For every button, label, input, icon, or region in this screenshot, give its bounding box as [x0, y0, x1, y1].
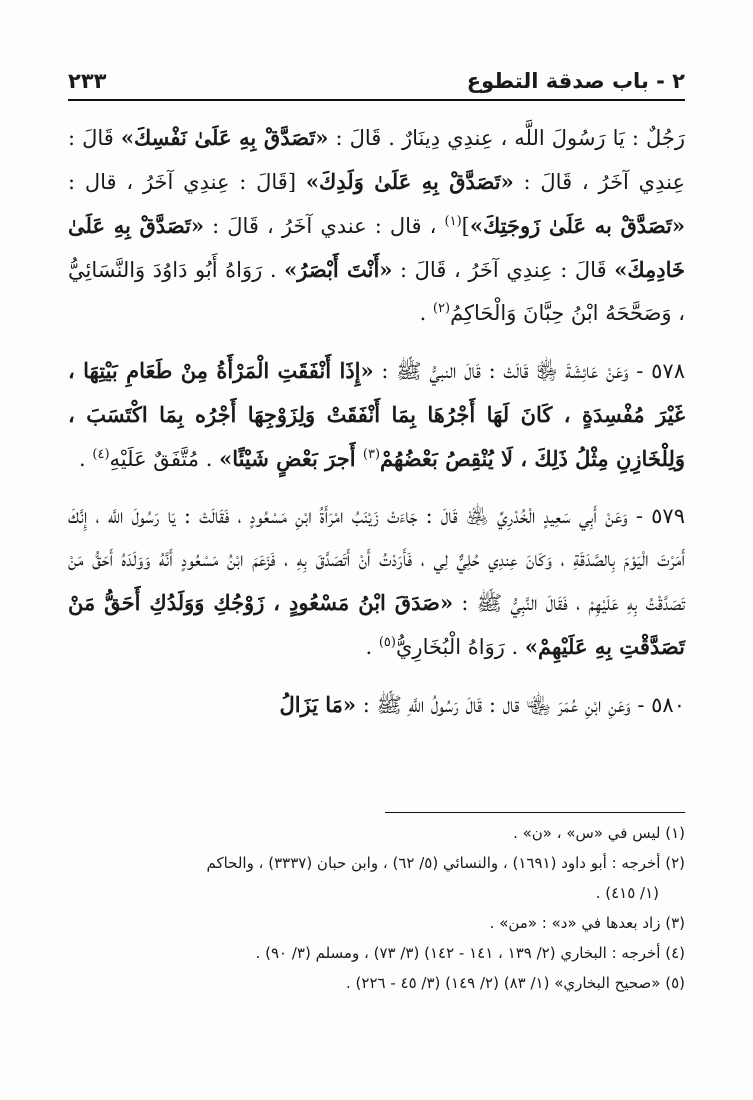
footnote: (١) ليس في «س» ، «ن» .	[513, 824, 685, 842]
footnote: (٣) زاد بعدها في «د» : «من» .	[489, 914, 685, 932]
text-span: . رَوَاهُ الْبُخَارِيُّ	[395, 635, 525, 659]
text-span: . مُتَّفَقٌ عَلَيْهِ	[109, 447, 220, 471]
text-span: ٥٨٠ - وَعَنِ ابْنِ عُمَرَ ﵄ قال : قَالَ رَسُولُ اللَّهِ ﷺ :	[356, 693, 685, 717]
text-span: [قَالَ : عِندِي آخَرُ ، قال :	[68, 170, 306, 194]
hadith-quote: «تَصَدَّقْ بِهِ عَلَىٰ خَادِمِكَ»	[68, 213, 686, 282]
footnote-ref: (٤)	[92, 447, 110, 462]
footnote: (٢) أخرجه : أبو داود (١٦٩١) ، والنسائي (٥/ ٦٢) ، وابن حبان (٣٣٣٧) ، والحاكم	[206, 854, 685, 872]
footnote: (٤) أخرجه : البخاري (٢/ ١٣٩ ، ١٤١ - ١٤٢) (٣/ ٧٣) ، ومسلم (٣/ ٩٠) .	[255, 944, 685, 962]
hadith-quote: أَجرَ بَعْضٍ شَيْئًا»	[219, 446, 363, 471]
text-span: ]	[461, 214, 470, 238]
text-span: قَالَ : عِندِي آخَرُ ، قَالَ :	[68, 126, 686, 194]
hadith-quote: «تَصَدَّقْ بِهِ عَلَىٰ وَلَدِكَ»	[305, 169, 514, 194]
text-span: .	[419, 301, 433, 325]
footnote-separator	[385, 812, 685, 813]
paragraph	[68, 349, 685, 481]
footnote-ref: (٥)	[378, 635, 396, 650]
hadith-quote: «مَا يَزَالُ	[279, 692, 357, 717]
paragraph	[68, 683, 685, 727]
hadith-quote: «صَدَقَ ابْنُ مَسْعُودٍ ، زَوْجُكِ وَوَلَدُكِ أَحَقُّ مَنْ تَصَدَّقْتِ بِهِ عَلَيْهِمْ»	[68, 590, 685, 659]
text-span: . رَوَاهُ أَبُو دَاوُدَ وَالنَّسَائِيُّ ، وَصَحَّحَهُ ابْنُ حِبَّانَ وَالْحَاكِمُ	[68, 258, 685, 325]
paragraph	[68, 116, 685, 335]
paragraph	[68, 495, 685, 669]
footnote: (٥) «صحيح البخاري» (١/ ٨٣) (٢/ ١٤٩) (٣/ ٤٥ - ٢٢٦) .	[346, 974, 685, 992]
hadith-quote: «أَنْتَ أَبْصَرُ»	[284, 257, 393, 282]
footnote-ref: (٣)	[362, 447, 381, 462]
hadith-quote: «تَصَدَّقْ به عَلَىٰ زَوجَتِكَ»	[469, 213, 685, 238]
text-span: .	[365, 635, 379, 659]
footnote: (١/ ٤١٥) .	[595, 884, 659, 902]
footnotes	[68, 818, 685, 998]
footnote-ref: (١)	[444, 214, 462, 229]
running-header	[68, 64, 685, 98]
hadith-quote: «تَصَدَّقْ بِهِ عَلَىٰ نَفْسِكَ»	[120, 125, 329, 150]
text-span: قَالَ : عِندِي آخَرُ ، قَالَ :	[392, 258, 615, 282]
text-span: رَجُلٌ : يَا رَسُولَ اللَّه ، عِندِي دِينَارٌ . قَالَ :	[328, 126, 685, 150]
page-number: ٢٣٣	[68, 69, 107, 93]
text-span: ٥٧٩ - وَعَنْ أَبِي سَعِيدٍ الْخُدْرِيِّ ﵁ قَالَ : جَاءَتْ زَيْنَبُ امْرَأَةُ ابْنِ مَسْعُودٍ ، فَقَالَتْ : يَا رَسُولَ اللَّه ، إِنَّكَ أَمَرْتَ الْيَوْمَ بِالصَّدَقَةِ ، وَكَانَ عِندِي حُلِيٌّ لِي ، فَأَرَدْتُ أَنْ أَتَصَدَّقَ بِهِ ، فَزَعَمَ ابْنُ مَسْعُودٍ أَنَّهُ وَوَلَدَهُ أَحَقُّ مَنْ تَصَدَّقْتُ بِهِ عَلَيْهِمْ ، فَقَالَ النَّبِيُّ ﷺ :	[68, 504, 686, 615]
header-rule	[68, 99, 685, 101]
chapter-title: ٢ - باب صدقة التطوع	[466, 69, 685, 93]
footnote-ref: (٢)	[432, 301, 451, 316]
text-span: ٥٧٨ - وَعَنْ عَائِشَةَ ﵂ قَالَتْ : قَالَ النبيُّ ﷺ :	[373, 359, 685, 383]
text-span: ، قال : عندي آخَرُ ، قَالَ :	[204, 214, 445, 238]
hadith-quote: «إِذَا أَنْفَقَتِ الْمَرْأَةُ مِنْ طَعَامِ بَيْتِهَا ، غَيْرَ مُفْسِدَةٍ ، كَانَ لَهَا أَجْرُهَا بِمَا أَنْفَقَتْ وَلِزَوْجِهَا أَجْرُه بِمَا اكْتَسَبَ ، وَلِلْخَازِنِ مِثْلُ ذَلِكَ ، لَا يُنْقِصُ بَعْضُهُمْ	[68, 358, 685, 471]
text-span: .	[79, 447, 93, 471]
main-text	[68, 116, 685, 741]
